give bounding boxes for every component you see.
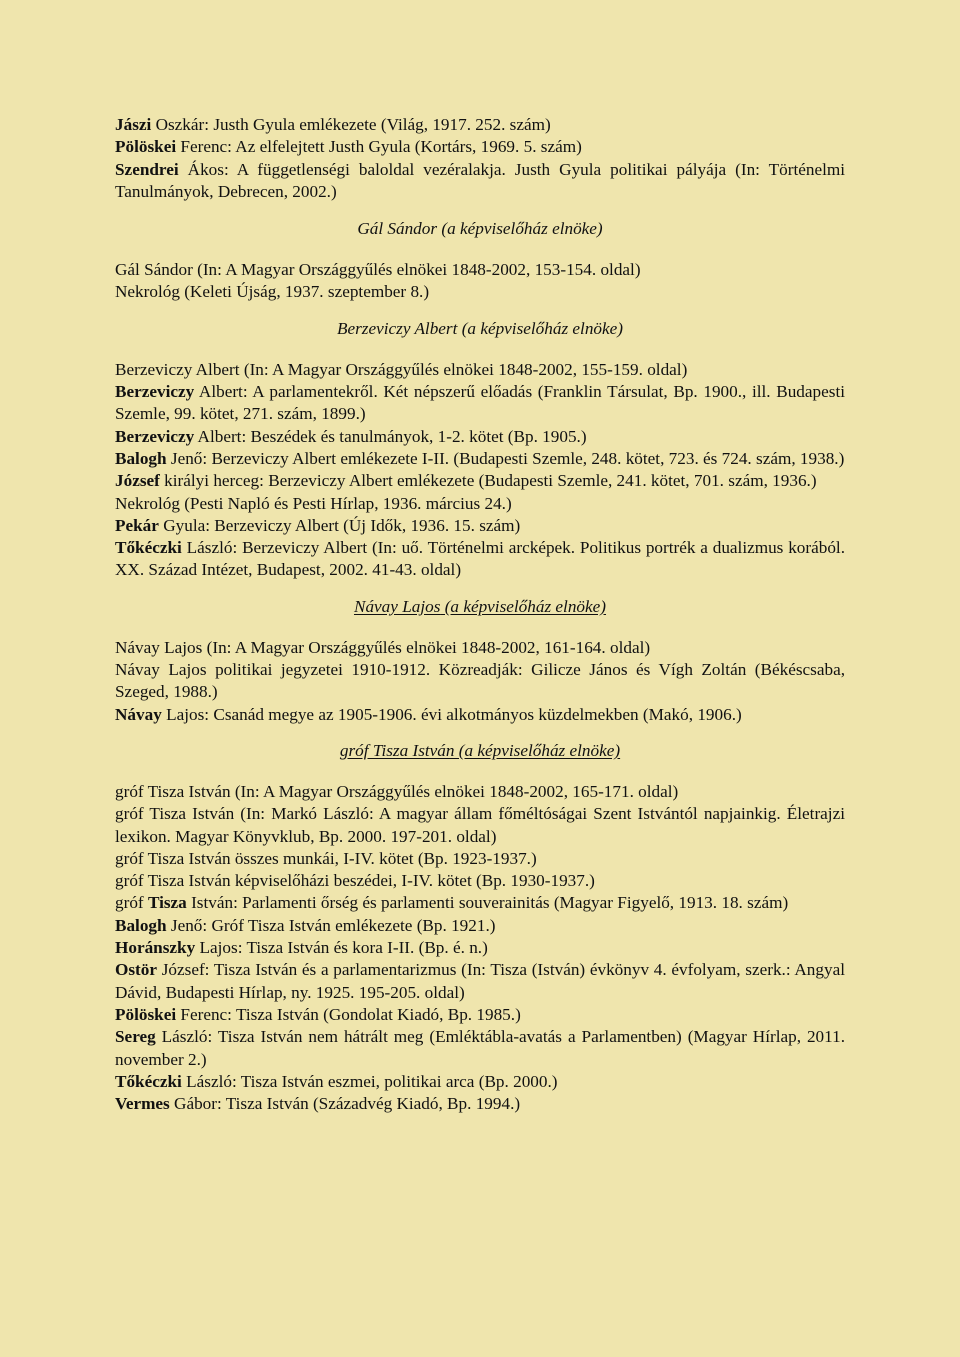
bibliography-entry bbox=[115, 848, 845, 870]
entry-author: Balogh bbox=[115, 448, 167, 468]
bibliography-entry bbox=[115, 1071, 845, 1093]
entry-author: Vermes bbox=[115, 1094, 170, 1114]
section-heading bbox=[115, 596, 845, 618]
bibliography-entry bbox=[115, 114, 845, 136]
bibliography-entry bbox=[115, 803, 845, 848]
entry-author: Pölöskei bbox=[115, 1004, 177, 1024]
entry-text: Nekrológ (Pesti Napló és Pesti Hírlap, 1936. március 24.) bbox=[115, 493, 512, 513]
entry-text: Ferenc: Tisza István (Gondolat Kiadó, Bp. 1985.) bbox=[176, 1004, 521, 1024]
entry-text: Gábor: Tisza István (Századvég Kiadó, Bp. 1994.) bbox=[169, 1094, 521, 1114]
entry-text: László: Tisza István nem hátrált meg (Emléktábla-avatás a Parlamentben) (Magyar Hírlap, 2011. november 2.) bbox=[115, 1027, 845, 1069]
entry-text: Jenő: Berzeviczy Albert emlékezete I-II. (Budapesti Szemle, 248. kötet, 723. és 724. szám, 1938.) bbox=[166, 448, 845, 468]
bibliography-entry bbox=[115, 1026, 845, 1071]
bibliography-entry bbox=[115, 259, 845, 281]
entry-text: László: Berzeviczy Albert (In: uő. Történelmi arcképek. Politikus portrék a dualizmus korából. XX. Század Intézet, Budapest, 2002. 41-43. oldal) bbox=[115, 538, 845, 580]
entry-text: Lajos: Tisza István és kora I-II. (Bp. é. n.) bbox=[195, 938, 488, 958]
bibliography-entry bbox=[115, 892, 845, 914]
bibliography-entry bbox=[115, 1004, 845, 1026]
entry-author: Szendrei bbox=[115, 159, 179, 179]
entry-author: József bbox=[115, 471, 160, 491]
entry-text: királyi herceg: Berzeviczy Albert emlékezete (Budapesti Szemle, 241. kötet, 701. szám, 1936.) bbox=[159, 471, 817, 491]
bibliography-entry bbox=[115, 537, 845, 582]
entry-text: Ákos: A függetlenségi baloldal vezéralakja. Justh Gyula politikai pályája (In: Történelmi Tanulmányok, Debrecen, 2002.) bbox=[115, 159, 845, 201]
section-heading-suffix: (a képviselőház elnöke) bbox=[457, 318, 624, 338]
entry-text: Gyula: Berzeviczy Albert (Új Idők, 1936. 15. szám) bbox=[158, 515, 521, 535]
bibliography-entry bbox=[115, 281, 845, 303]
bibliography-entry bbox=[115, 381, 845, 426]
section-heading-name: gróf Tisza István bbox=[339, 740, 455, 760]
entry-text: gróf Tisza István összes munkái, I-IV. kötet (Bp. 1923-1937.) bbox=[115, 848, 537, 868]
section-heading-suffix: (a képviselőház elnöke) bbox=[437, 219, 603, 239]
bibliography-entry bbox=[115, 515, 845, 537]
bibliography-entry bbox=[115, 781, 845, 803]
bibliography-entry bbox=[115, 493, 845, 515]
entry-text: Albert: Beszédek és tanulmányok, 1-2. kötet (Bp. 1905.) bbox=[194, 426, 587, 446]
entry-author: Sereg bbox=[115, 1027, 156, 1047]
entry-text: Návay Lajos (In: A Magyar Országgyűlés elnökei 1848-2002, 161-164. oldal) bbox=[115, 637, 651, 657]
entry-author: Pekár bbox=[115, 515, 159, 535]
entry-text: Albert: A parlamentekről. Két népszerű előadás (Franklin Társulat, Bp. 1900., ill. Budapesti Szemle, 99. kötet, 271. szám, 1899.) bbox=[115, 382, 845, 424]
entry-text: gróf Tisza István (In: A Magyar Országgyűlés elnökei 1848-2002, 165-171. oldal) bbox=[115, 781, 679, 801]
entry-text: Návay Lajos politikai jegyzetei 1910-1912. Közreadják: Gilicze János és Vígh Zoltán (Békéscsaba, Szeged, 1988.) bbox=[115, 660, 845, 702]
entry-author: Ostör bbox=[115, 960, 158, 980]
bibliography-entry bbox=[115, 426, 845, 448]
section-heading bbox=[115, 218, 845, 240]
entry-text: gróf Tisza István képviselőházi beszédei, I-IV. kötet (Bp. 1930-1937.) bbox=[115, 871, 595, 891]
section-heading-suffix: (a képviselőház elnöke) bbox=[440, 596, 607, 616]
bibliography-entry bbox=[115, 937, 845, 959]
entry-text: József: Tisza István és a parlamentarizmus (In: Tisza (István) évkönyv 4. évfolyam, szerk.: Angyal Dávid, Budapesti Hírlap, ny. 1925. 195-205. oldal) bbox=[115, 960, 845, 1002]
entry-author: Jászi bbox=[115, 115, 152, 134]
bibliography-entry bbox=[115, 915, 845, 937]
entry-text: Ferenc: Az elfelejtett Justh Gyula (Kortárs, 1969. 5. szám) bbox=[176, 137, 582, 157]
entry-text: gróf Tisza István (In: Markó László: A magyar állam főméltóságai Szent Istvántól napjainkig. Életrajzi lexikon. Magyar Könyvklub, Bp. 2000. 197-201. oldal) bbox=[115, 804, 845, 846]
entry-text: Jenő: Gróf Tisza István emlékezete (Bp. 1921.) bbox=[166, 915, 496, 935]
entry-author: Horánszky bbox=[115, 938, 196, 958]
bibliography-entry bbox=[115, 959, 845, 1004]
entry-author: Berzeviczy bbox=[115, 426, 195, 446]
bibliography-entry bbox=[115, 704, 845, 726]
entry-author: Berzeviczy bbox=[115, 382, 195, 402]
section-heading-name: Berzeviczy Albert bbox=[336, 318, 458, 338]
entry-text: László: Tisza István eszmei, politikai arca (Bp. 2000.) bbox=[181, 1071, 558, 1091]
entry-author: Pölöskei bbox=[115, 137, 177, 157]
bibliography-entry bbox=[115, 470, 845, 492]
entry-text: Berzeviczy Albert (In: A Magyar Országgyűlés elnökei 1848-2002, 155-159. oldal) bbox=[115, 359, 688, 379]
bibliography-entry bbox=[115, 359, 845, 381]
bibliography-entry bbox=[115, 448, 845, 470]
bibliography-entry bbox=[115, 637, 845, 659]
bibliography-entry bbox=[115, 136, 845, 158]
bibliography-entry bbox=[115, 870, 845, 892]
section-heading bbox=[115, 740, 845, 762]
entry-author: Balogh bbox=[115, 915, 167, 935]
entry-author: Návay bbox=[115, 704, 162, 724]
section-heading-name: Gál Sándor bbox=[357, 219, 438, 239]
bibliography-entry bbox=[115, 159, 845, 204]
section-heading bbox=[115, 318, 845, 340]
entry-text: Nekrológ (Keleti Újság, 1937. szeptember 8.) bbox=[115, 282, 430, 302]
entry-author: Tőkéczki bbox=[115, 538, 182, 558]
bibliography-entry bbox=[115, 1093, 845, 1115]
bibliography-entry bbox=[115, 659, 845, 704]
section-heading-suffix: (a képviselőház elnöke) bbox=[454, 740, 621, 760]
entry-prefix: gróf bbox=[115, 893, 148, 913]
entry-author: Tisza bbox=[147, 893, 187, 913]
entry-text: Gál Sándor (In: A Magyar Országgyűlés elnökei 1848-2002, 153-154. oldal) bbox=[115, 260, 641, 280]
entry-text: Lajos: Csanád megye az 1905-1906. évi alkotmányos küzdelmekben (Makó, 1906.) bbox=[161, 704, 742, 724]
entry-text: István: Parlamenti őrség és parlamenti souverainitás (Magyar Figyelő, 1913. 18. szám) bbox=[186, 893, 789, 913]
entry-author: Tőkéczki bbox=[115, 1071, 182, 1091]
entry-text: Oszkár: Justh Gyula emlékezete (Világ, 1917. 252. szám) bbox=[151, 115, 551, 134]
section-heading-name: Návay Lajos bbox=[353, 596, 441, 616]
